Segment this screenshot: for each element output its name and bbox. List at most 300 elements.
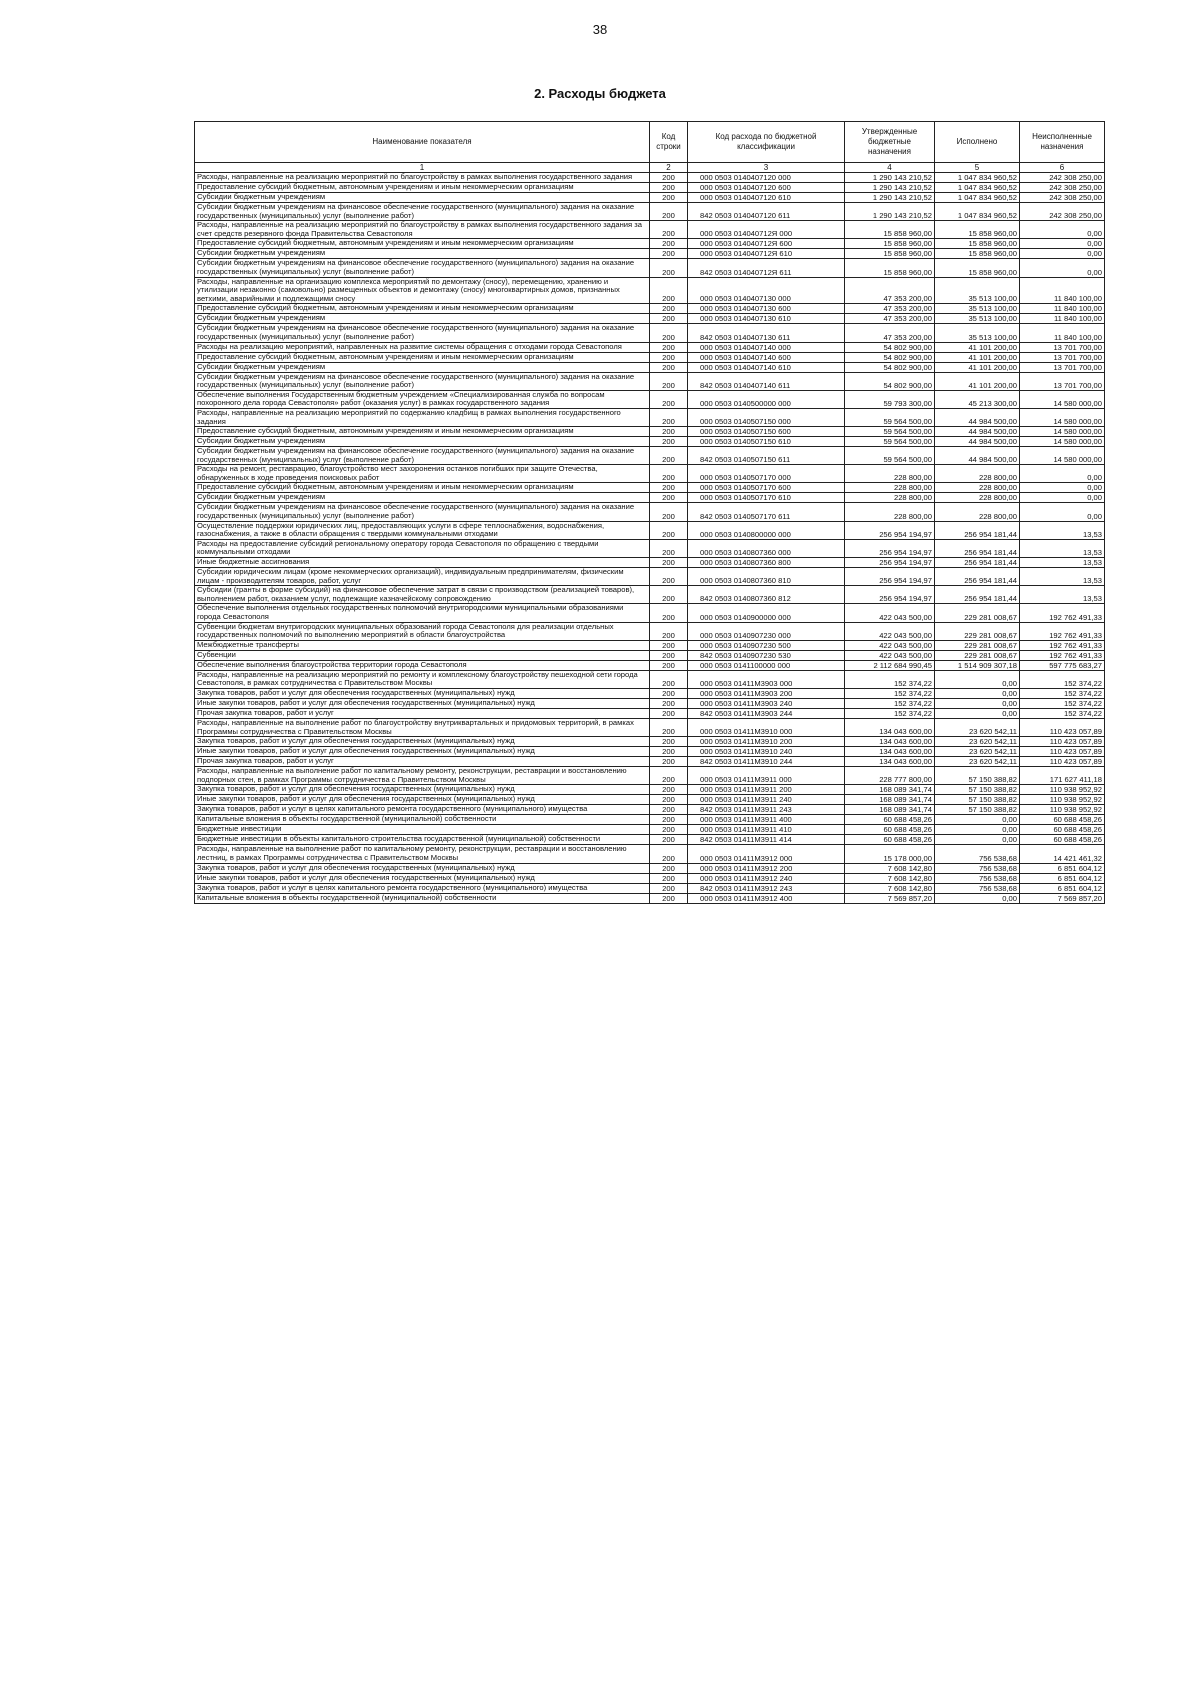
unexecuted-amount: 192 762 491,33 [1020,650,1105,660]
row-code: 200 [650,437,688,447]
budget-code: 842 0503 0140407140 611 [688,372,845,390]
table-row [195,493,1105,503]
approved-amount: 7 608 142,80 [845,883,935,893]
unexecuted-amount: 6 851 604,12 [1020,863,1105,873]
executed-amount: 15 858 960,00 [935,221,1020,239]
row-code: 200 [650,408,688,426]
budget-code: 000 0503 014040712Я 000 [688,221,845,239]
row-code: 200 [650,277,688,304]
executed-amount: 1 514 909 307,18 [935,660,1020,670]
table-row [195,825,1105,835]
row-code: 200 [650,558,688,568]
budget-code: 000 0503 0140507170 610 [688,493,845,503]
indicator-name: Субсидии (гранты в форме субсидий) на финансовое обеспечение затрат в связи с производством (реализацией товаров), выполнением работ, оказанием услуг, подлежащие казначейскому сопровождению [195,586,650,604]
row-code: 200 [650,447,688,465]
indicator-name: Расходы на реализацию мероприятий, направленных на развитие системы обращения с отходами города Севастополя [195,342,650,352]
indicator-name: Субсидии бюджетным учреждениям [195,193,650,203]
approved-amount: 54 802 900,00 [845,352,935,362]
table-row [195,708,1105,718]
budget-code: 000 0503 0140407140 610 [688,362,845,372]
budget-code: 000 0503 01411M3903 000 [688,670,845,688]
unexecuted-amount: 60 688 458,26 [1020,835,1105,845]
unexecuted-amount: 14 580 000,00 [1020,390,1105,408]
unexecuted-amount: 60 688 458,26 [1020,825,1105,835]
table-row [195,465,1105,483]
indicator-name: Межбюджетные трансферты [195,640,650,650]
table-row [195,447,1105,465]
executed-amount: 35 513 100,00 [935,277,1020,304]
approved-amount: 59 564 500,00 [845,427,935,437]
indicator-name: Закупка товаров, работ и услуг для обеспечения государственных (муниципальных) нужд [195,863,650,873]
approved-amount: 59 564 500,00 [845,447,935,465]
table-row [195,815,1105,825]
executed-amount: 15 858 960,00 [935,239,1020,249]
row-code: 200 [650,173,688,183]
row-code: 200 [650,586,688,604]
unexecuted-amount: 14 580 000,00 [1020,408,1105,426]
executed-amount: 0,00 [935,825,1020,835]
executed-amount: 44 984 500,00 [935,427,1020,437]
header-budget-code: Код расхода по бюджетной классификации [688,122,845,163]
table-row [195,304,1105,314]
table-row [195,314,1105,324]
executed-amount: 256 954 181,44 [935,558,1020,568]
approved-amount: 47 353 200,00 [845,304,935,314]
table-row [195,427,1105,437]
row-code: 200 [650,493,688,503]
budget-code: 000 0503 014040712Я 600 [688,239,845,249]
budget-code: 000 0503 01411M3911 000 [688,767,845,785]
table-row [195,640,1105,650]
budget-code: 842 0503 01411M3910 244 [688,757,845,767]
table-row [195,193,1105,203]
unexecuted-amount: 13 701 700,00 [1020,372,1105,390]
executed-amount: 1 047 834 960,52 [935,193,1020,203]
budget-code: 842 0503 0140507150 611 [688,447,845,465]
indicator-name: Субсидии бюджетным учреждениям [195,362,650,372]
table-row [195,249,1105,259]
row-code: 200 [650,372,688,390]
approved-amount: 256 954 194,97 [845,586,935,604]
indicator-name: Расходы, направленные на реализацию мероприятий по благоустройству в рамках выполнения государственного задания за счет средств резервного фонда Правительства Севастополя [195,221,650,239]
section-title: 2. Расходы бюджета [534,86,666,101]
table-row [195,539,1105,557]
approved-amount: 152 374,22 [845,708,935,718]
indicator-name: Капитальные вложения в объекты государственной (муниципальной) собственности [195,893,650,903]
budget-code: 000 0503 0140507150 000 [688,408,845,426]
unexecuted-amount: 110 423 057,89 [1020,718,1105,736]
unexecuted-amount: 110 938 952,92 [1020,785,1105,795]
budget-code: 000 0503 01411M3903 240 [688,698,845,708]
table-row [195,239,1105,249]
row-code: 200 [650,640,688,650]
indicator-name: Закупка товаров, работ и услуг для обеспечения государственных (муниципальных) нужд [195,737,650,747]
budget-code: 000 0503 0141100000 000 [688,660,845,670]
executed-amount: 756 538,68 [935,883,1020,893]
approved-amount: 152 374,22 [845,698,935,708]
unexecuted-amount: 192 762 491,33 [1020,604,1105,622]
table-row [195,622,1105,640]
row-code: 200 [650,698,688,708]
budget-code: 842 0503 01411M3911 243 [688,805,845,815]
approved-amount: 256 954 194,97 [845,539,935,557]
executed-amount: 229 281 008,67 [935,622,1020,640]
table-row [195,660,1105,670]
unexecuted-amount: 13,53 [1020,539,1105,557]
executed-amount: 41 101 200,00 [935,362,1020,372]
unexecuted-amount: 110 423 057,89 [1020,737,1105,747]
executed-amount: 57 150 388,82 [935,785,1020,795]
approved-amount: 15 858 960,00 [845,239,935,249]
budget-code: 000 0503 0140500000 000 [688,390,845,408]
approved-amount: 422 043 500,00 [845,640,935,650]
executed-amount: 41 101 200,00 [935,352,1020,362]
table-row [195,203,1105,221]
executed-amount: 41 101 200,00 [935,342,1020,352]
row-code: 200 [650,815,688,825]
row-code: 200 [650,805,688,815]
indicator-name: Субвенции [195,650,650,660]
row-code: 200 [650,893,688,903]
indicator-name: Расходы, направленные на выполнение работ по капитальному ремонту, реконструкции, реставрации и восстановлению лестниц, в рамках Программы сотрудничества с Правительством Москвы [195,845,650,863]
executed-amount: 228 800,00 [935,483,1020,493]
unexecuted-amount: 0,00 [1020,259,1105,277]
approved-amount: 256 954 194,97 [845,521,935,539]
executed-amount: 57 150 388,82 [935,795,1020,805]
executed-amount: 256 954 181,44 [935,586,1020,604]
indicator-name: Обеспечение выполнения Государственным бюджетным учреждением «Специализированная служба по вопросам похоронного дела города Севастополя» работ (оказания услуг) в рамках государственного задания [195,390,650,408]
approved-amount: 1 290 143 210,52 [845,173,935,183]
row-code: 200 [650,825,688,835]
budget-code: 000 0503 01411M3911 410 [688,825,845,835]
approved-amount: 1 290 143 210,52 [845,193,935,203]
approved-amount: 168 089 341,74 [845,795,935,805]
header-approved: Утвержденные бюджетные назначения [845,122,935,163]
indicator-name: Иные закупки товаров, работ и услуг для обеспечения государственных (муниципальных) нужд [195,795,650,805]
approved-amount: 228 800,00 [845,493,935,503]
row-code: 200 [650,708,688,718]
approved-amount: 7 608 142,80 [845,863,935,873]
indicator-name: Предоставление субсидий бюджетным, автономным учреждениям и иным некоммерческим организациям [195,304,650,314]
unexecuted-amount: 110 938 952,92 [1020,805,1105,815]
indicator-name: Субсидии бюджетным учреждениям на финансовое обеспечение государственного (муниципального) задания на оказание государственных (муниципальных) услуг (выполнение работ) [195,259,650,277]
row-code: 200 [650,203,688,221]
indicator-name: Субсидии бюджетным учреждениям [195,437,650,447]
executed-amount: 35 513 100,00 [935,304,1020,314]
approved-amount: 15 858 960,00 [845,259,935,277]
table-row [195,718,1105,736]
indicator-name: Расходы, направленные на организацию комплекса мероприятий по демонтажу (сносу), перемещению, хранению и утилизации незаконно (самовольно) размещенных объектов и демонтажу (сносу) многоквартирных домов, признанных ветхими, аварийными и подлежащими сносу [195,277,650,304]
budget-code: 000 0503 01411M3912 200 [688,863,845,873]
table-row [195,437,1105,447]
indicator-name: Субсидии бюджетным учреждениям на финансовое обеспечение государственного (муниципального) задания на оказание государственных (муниципальных) услуг (выполнение работ) [195,372,650,390]
unexecuted-amount: 11 840 100,00 [1020,314,1105,324]
table-row [195,747,1105,757]
unexecuted-amount: 152 374,22 [1020,670,1105,688]
page-number: 38 [592,22,608,37]
row-code: 200 [650,304,688,314]
unexecuted-amount: 192 762 491,33 [1020,622,1105,640]
approved-amount: 152 374,22 [845,688,935,698]
row-code: 200 [650,221,688,239]
budget-code: 842 0503 014040712Я 611 [688,259,845,277]
budget-code: 000 0503 01411M3910 200 [688,737,845,747]
unexecuted-amount: 152 374,22 [1020,688,1105,698]
row-code: 200 [650,390,688,408]
executed-amount: 23 620 542,11 [935,718,1020,736]
indicator-name: Закупка товаров, работ и услуг в целях капитального ремонта государственного (муниципального) имущества [195,883,650,893]
approved-amount: 134 043 600,00 [845,747,935,757]
approved-amount: 1 290 143 210,52 [845,203,935,221]
approved-amount: 422 043 500,00 [845,650,935,660]
budget-code: 000 0503 0140807360 810 [688,568,845,586]
unexecuted-amount: 0,00 [1020,503,1105,521]
approved-amount: 47 353 200,00 [845,324,935,342]
table-row [195,835,1105,845]
table-row [195,795,1105,805]
indicator-name: Бюджетные инвестиции [195,825,650,835]
budget-code: 000 0503 014040712Я 610 [688,249,845,259]
executed-amount: 0,00 [935,893,1020,903]
column-number: 1 [195,163,650,173]
executed-amount: 229 281 008,67 [935,640,1020,650]
table-row [195,558,1105,568]
column-number: 5 [935,163,1020,173]
budget-code: 000 0503 0140407130 000 [688,277,845,304]
table-row [195,259,1105,277]
executed-amount: 0,00 [935,835,1020,845]
indicator-name: Субсидии бюджетным учреждениям на финансовое обеспечение государственного (муниципального) задания на оказание государственных (муниципальных) услуг (выполнение работ) [195,447,650,465]
indicator-name: Предоставление субсидий бюджетным, автономным учреждениям и иным некоммерческим организациям [195,483,650,493]
executed-amount: 228 800,00 [935,503,1020,521]
executed-amount: 256 954 181,44 [935,568,1020,586]
indicator-name: Бюджетные инвестиции в объекты капитального строительства государственной (муниципальной) собственности [195,835,650,845]
approved-amount: 60 688 458,26 [845,815,935,825]
executed-amount: 229 281 008,67 [935,650,1020,660]
row-code: 200 [650,604,688,622]
unexecuted-amount: 0,00 [1020,483,1105,493]
budget-code: 000 0503 0140507150 600 [688,427,845,437]
approved-amount: 256 954 194,97 [845,558,935,568]
table-row [195,483,1105,493]
indicator-name: Иные бюджетные ассигнования [195,558,650,568]
table-row [195,183,1105,193]
unexecuted-amount: 14 580 000,00 [1020,427,1105,437]
approved-amount: 59 793 300,00 [845,390,935,408]
table-row [195,604,1105,622]
approved-amount: 47 353 200,00 [845,277,935,304]
budget-code: 842 0503 01411M3903 244 [688,708,845,718]
column-number: 4 [845,163,935,173]
header-row-code: Код строки [650,122,688,163]
budget-code: 000 0503 0140507170 600 [688,483,845,493]
indicator-name: Прочая закупка товаров, работ и услуг [195,757,650,767]
approved-amount: 134 043 600,00 [845,757,935,767]
approved-amount: 256 954 194,97 [845,568,935,586]
budget-code: 000 0503 0140407140 600 [688,352,845,362]
row-code: 200 [650,427,688,437]
budget-code: 842 0503 01411M3912 243 [688,883,845,893]
indicator-name: Субсидии бюджетным учреждениям [195,314,650,324]
approved-amount: 54 802 900,00 [845,372,935,390]
unexecuted-amount: 14 580 000,00 [1020,437,1105,447]
budget-code: 842 0503 0140507170 611 [688,503,845,521]
indicator-name: Закупка товаров, работ и услуг для обеспечения государственных (муниципальных) нужд [195,785,650,795]
indicator-name: Субсидии бюджетным учреждениям [195,493,650,503]
budget-code: 000 0503 01411M3911 200 [688,785,845,795]
row-code: 200 [650,737,688,747]
approved-amount: 228 800,00 [845,503,935,521]
unexecuted-amount: 7 569 857,20 [1020,893,1105,903]
unexecuted-amount: 60 688 458,26 [1020,815,1105,825]
row-code: 200 [650,465,688,483]
budget-code: 000 0503 0140807360 000 [688,539,845,557]
budget-code: 000 0503 01411M3903 200 [688,688,845,698]
table-row [195,372,1105,390]
unexecuted-amount: 242 308 250,00 [1020,173,1105,183]
row-code: 200 [650,352,688,362]
executed-amount: 1 047 834 960,52 [935,183,1020,193]
table-header-row [195,122,1105,163]
indicator-name: Расходы на предоставление субсидий региональному оператору города Севастополя по обращению с твердыми коммунальными отходами [195,539,650,557]
unexecuted-amount: 13 701 700,00 [1020,342,1105,352]
indicator-name: Закупка товаров, работ и услуг в целях капитального ремонта государственного (муниципального) имущества [195,805,650,815]
unexecuted-amount: 152 374,22 [1020,708,1105,718]
indicator-name: Субсидии юридическим лицам (кроме некоммерческих организаций), индивидуальным предпринимателям, физическим лицам - производителям товаров, работ, услуг [195,568,650,586]
indicator-name: Расходы, направленные на реализацию мероприятий по благоустройству в рамках выполнения государственного задания [195,173,650,183]
approved-amount: 134 043 600,00 [845,718,935,736]
table-row [195,586,1105,604]
approved-amount: 60 688 458,26 [845,825,935,835]
approved-amount: 1 290 143 210,52 [845,183,935,193]
budget-code: 000 0503 01411M3911 400 [688,815,845,825]
row-code: 200 [650,747,688,757]
budget-code: 842 0503 0140807360 812 [688,586,845,604]
row-code: 200 [650,362,688,372]
row-code: 200 [650,342,688,352]
row-code: 200 [650,193,688,203]
table-row [195,845,1105,863]
executed-amount: 35 513 100,00 [935,314,1020,324]
executed-amount: 756 538,68 [935,863,1020,873]
executed-amount: 0,00 [935,698,1020,708]
table-row [195,221,1105,239]
indicator-name: Предоставление субсидий бюджетным, автономным учреждениям и иным некоммерческим организациям [195,352,650,362]
approved-amount: 168 089 341,74 [845,785,935,795]
budget-code: 000 0503 0140807360 800 [688,558,845,568]
budget-code: 000 0503 0140407120 610 [688,193,845,203]
unexecuted-amount: 597 775 683,27 [1020,660,1105,670]
approved-amount: 228 800,00 [845,483,935,493]
budget-code: 842 0503 0140407130 611 [688,324,845,342]
executed-amount: 57 150 388,82 [935,805,1020,815]
unexecuted-amount: 11 840 100,00 [1020,324,1105,342]
budget-code: 842 0503 01411M3911 414 [688,835,845,845]
table-row [195,503,1105,521]
budget-code: 000 0503 01411M3910 000 [688,718,845,736]
executed-amount: 256 954 181,44 [935,521,1020,539]
unexecuted-amount: 242 308 250,00 [1020,193,1105,203]
row-code: 200 [650,259,688,277]
budget-code: 000 0503 0140407140 000 [688,342,845,352]
unexecuted-amount: 13,53 [1020,558,1105,568]
executed-amount: 0,00 [935,815,1020,825]
unexecuted-amount: 171 627 411,18 [1020,767,1105,785]
indicator-name: Субсидии бюджетным учреждениям на финансовое обеспечение государственного (муниципального) задания на оказание государственных (муниципальных) услуг (выполнение работ) [195,503,650,521]
executed-amount: 44 984 500,00 [935,447,1020,465]
row-code: 200 [650,622,688,640]
executed-amount: 229 281 008,67 [935,604,1020,622]
table-row [195,767,1105,785]
indicator-name: Предоставление субсидий бюджетным, автономным учреждениям и иным некоммерческим организациям [195,427,650,437]
indicator-name: Субсидии бюджетным учреждениям на финансовое обеспечение государственного (муниципального) задания на оказание государственных (муниципальных) услуг (выполнение работ) [195,203,650,221]
budget-code: 000 0503 0140907230 500 [688,640,845,650]
row-code: 200 [650,863,688,873]
executed-amount: 45 213 300,00 [935,390,1020,408]
expenditures-table [194,121,1105,904]
row-code: 200 [650,795,688,805]
executed-amount: 15 858 960,00 [935,259,1020,277]
approved-amount: 47 353 200,00 [845,314,935,324]
unexecuted-amount: 13,53 [1020,586,1105,604]
indicator-name: Расходы, направленные на реализацию мероприятий по ремонту и комплексному благоустройству пешеходной сети города Севастополя, в рамках сотрудничества с Правительством Москвы [195,670,650,688]
indicator-name: Закупка товаров, работ и услуг для обеспечения государственных (муниципальных) нужд [195,688,650,698]
column-number: 2 [650,163,688,173]
header-executed: Исполнено [935,122,1020,163]
row-code: 200 [650,183,688,193]
table-row [195,568,1105,586]
unexecuted-amount: 14 580 000,00 [1020,447,1105,465]
indicator-name: Иные закупки товаров, работ и услуг для обеспечения государственных (муниципальных) нужд [195,873,650,883]
executed-amount: 756 538,68 [935,873,1020,883]
unexecuted-amount: 0,00 [1020,221,1105,239]
table-row [195,688,1105,698]
row-code: 200 [650,883,688,893]
approved-amount: 422 043 500,00 [845,622,935,640]
row-code: 200 [650,483,688,493]
budget-code: 000 0503 01411M3911 240 [688,795,845,805]
table-row [195,277,1105,304]
executed-amount: 228 800,00 [935,493,1020,503]
row-code: 200 [650,718,688,736]
row-code: 200 [650,845,688,863]
row-code: 200 [650,314,688,324]
executed-amount: 0,00 [935,688,1020,698]
column-number: 6 [1020,163,1105,173]
row-code: 200 [650,568,688,586]
row-code: 200 [650,660,688,670]
approved-amount: 59 564 500,00 [845,408,935,426]
executed-amount: 0,00 [935,708,1020,718]
budget-code: 000 0503 0140407130 600 [688,304,845,314]
budget-code: 000 0503 0140907230 000 [688,622,845,640]
row-code: 200 [650,688,688,698]
indicator-name: Обеспечение выполнения благоустройства территории города Севастополя [195,660,650,670]
approved-amount: 59 564 500,00 [845,437,935,447]
unexecuted-amount: 192 762 491,33 [1020,640,1105,650]
table-row [195,650,1105,660]
budget-code: 000 0503 0140507150 610 [688,437,845,447]
approved-amount: 54 802 900,00 [845,342,935,352]
executed-amount: 1 047 834 960,52 [935,203,1020,221]
table-row [195,893,1105,903]
table-row [195,670,1105,688]
indicator-name: Иные закупки товаров, работ и услуг для обеспечения государственных (муниципальных) нужд [195,698,650,708]
column-number-row [195,163,1105,173]
indicator-name: Расходы, направленные на выполнение работ по капитальному ремонту, реконструкции, реставрации и восстановлению подпорных стен, в рамках Программы сотрудничества с Правительством Москвы [195,767,650,785]
executed-amount: 23 620 542,11 [935,737,1020,747]
executed-amount: 256 954 181,44 [935,539,1020,557]
